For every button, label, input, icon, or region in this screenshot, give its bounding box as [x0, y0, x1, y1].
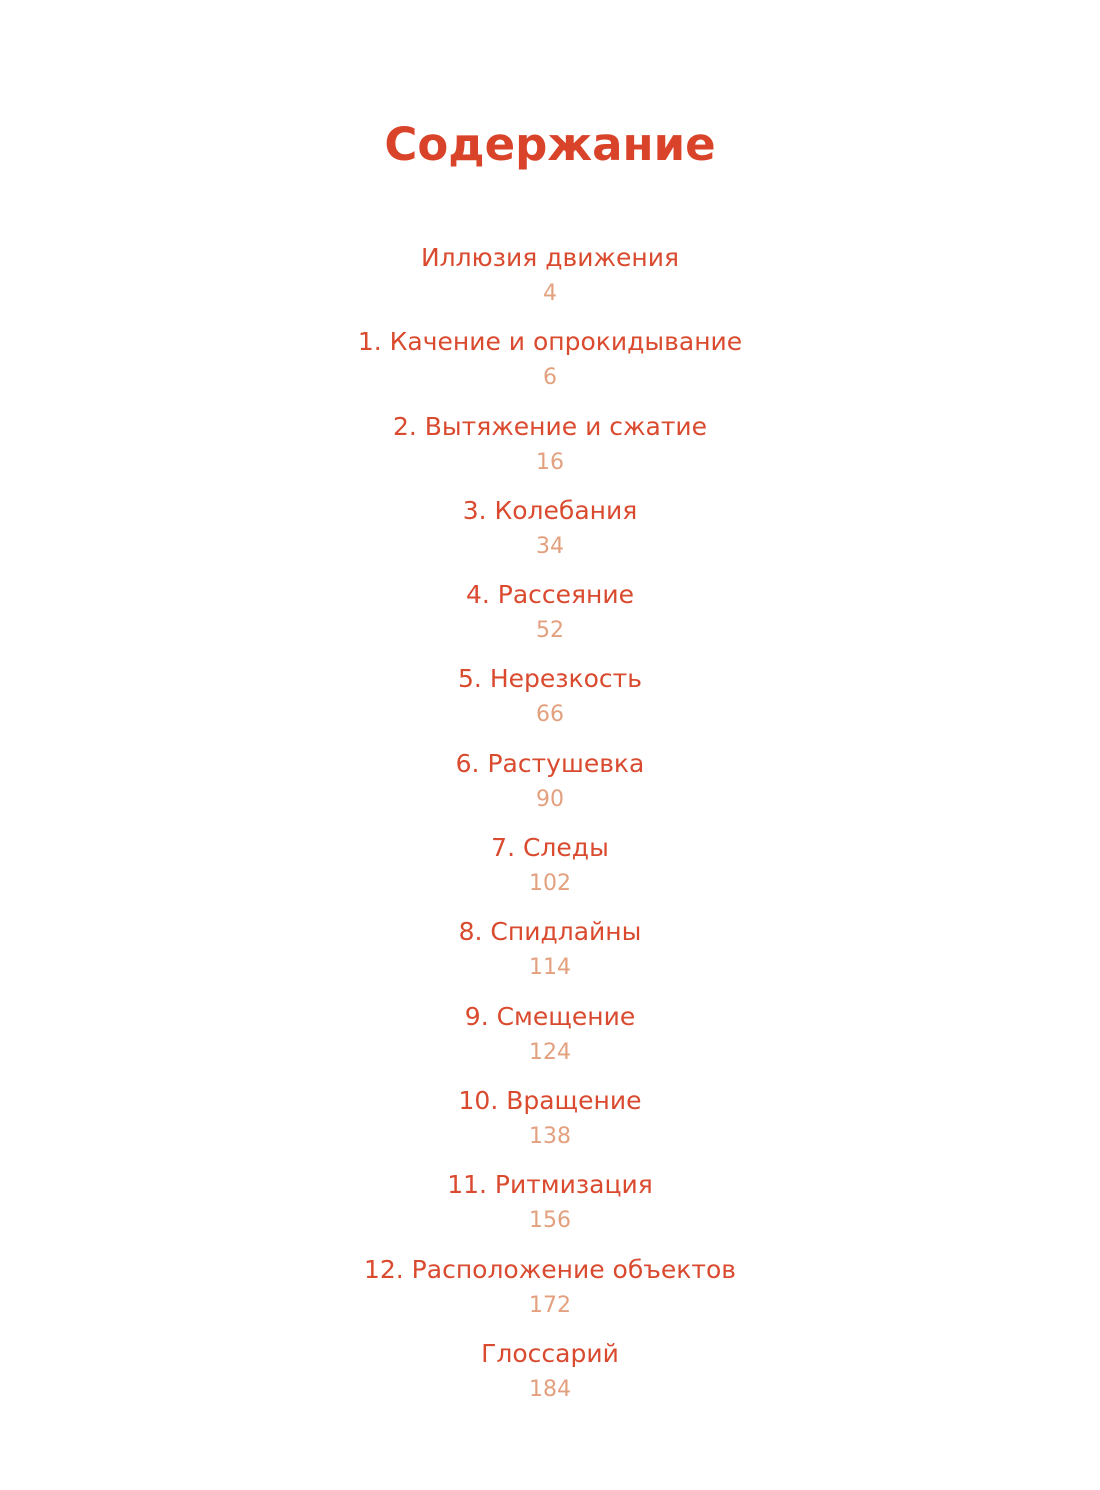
toc-entry-page: 4 [543, 281, 557, 306]
toc-entry-page: 138 [529, 1123, 571, 1149]
toc-entry-title: 7. Следы [491, 833, 609, 863]
toc-entry-page: 102 [529, 871, 571, 897]
toc-entry-page: 66 [536, 702, 564, 728]
toc-entry-title: 10. Вращение [458, 1085, 642, 1115]
toc-entry[interactable] [0, 998, 1100, 1082]
toc-entry[interactable] [0, 829, 1100, 913]
toc-entry-title: 8. Спидлайны [458, 917, 642, 947]
toc-entry-title: 3. Колебания [462, 495, 638, 525]
toc-entry-page: 156 [529, 1208, 571, 1234]
toc-entry-title: 1. Качение и опрокидывание [357, 327, 743, 357]
toc-entry-title: 6. Растушевка [455, 748, 645, 778]
toc-entry[interactable] [0, 913, 1100, 997]
toc-entry-page: 34 [536, 533, 564, 559]
toc-entry[interactable] [0, 492, 1100, 576]
toc-entry-title: 5. Нерезкость [458, 664, 642, 694]
toc-entry-page: 52 [536, 618, 564, 644]
toc-entry-title: 12. Расположение объектов [363, 1254, 737, 1284]
toc-entry[interactable] [0, 1335, 1100, 1419]
toc-entry[interactable] [0, 1082, 1100, 1166]
toc-entry[interactable] [0, 408, 1100, 492]
toc-entry[interactable] [0, 576, 1100, 660]
toc-entry-title: 9. Смещение [464, 1001, 636, 1031]
toc-entry[interactable] [0, 1166, 1100, 1250]
toc-entry-page: 90 [536, 786, 564, 812]
toc-entry-title: 2. Вытяжение и сжатие [392, 411, 708, 441]
toc-entry-page: 114 [529, 955, 571, 981]
toc-entry[interactable] [0, 323, 1100, 407]
toc-entry-page: 16 [536, 449, 564, 475]
toc-entry[interactable] [0, 239, 1100, 323]
toc-entry[interactable] [0, 745, 1100, 829]
toc-entry-title: 4. Рассеяние [465, 580, 635, 610]
toc-entry-title: 11. Ритмизация [447, 1170, 653, 1200]
toc-entry-page: 124 [529, 1039, 571, 1065]
toc-entry-page: 6 [543, 365, 557, 391]
page-title: Содержание [384, 118, 716, 171]
toc-entry-page: 184 [529, 1376, 571, 1402]
toc-entry[interactable] [0, 660, 1100, 744]
toc-entry[interactable] [0, 1251, 1100, 1335]
toc-list [0, 239, 1100, 1419]
toc-entry-title: Глоссарий [481, 1338, 619, 1368]
toc-entry-page: 172 [529, 1292, 571, 1318]
toc-entry-title: Иллюзия движения [420, 243, 680, 272]
